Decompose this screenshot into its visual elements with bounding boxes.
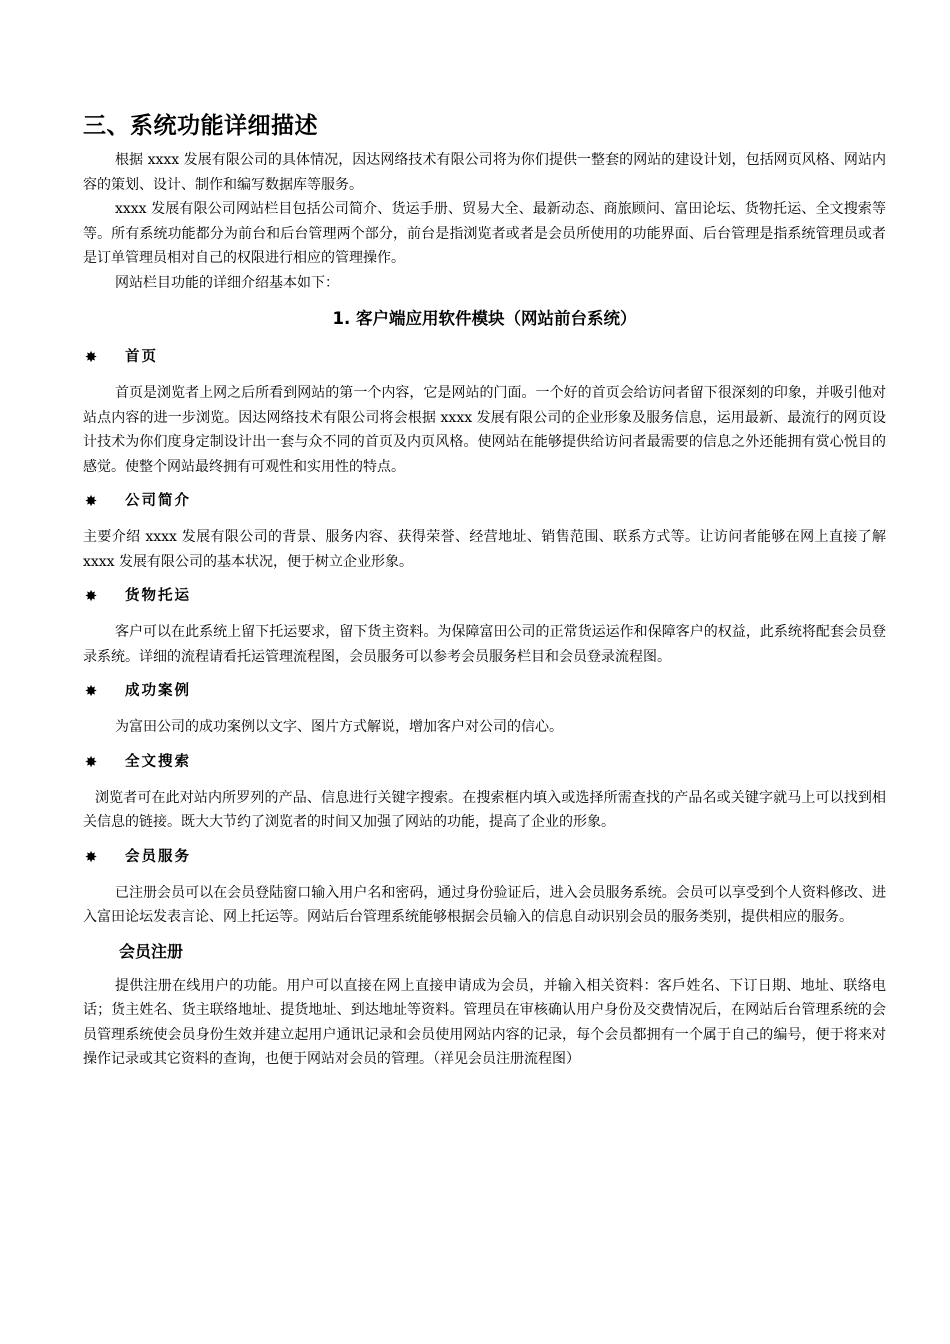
- item-heading-freight: [83, 584, 886, 608]
- item-heading-member-service: [83, 845, 886, 869]
- star-bullet-icon: ✸: [84, 587, 98, 605]
- subsection-title: 1. 客户端应用软件模块（网站前台系统）: [332, 309, 637, 328]
- item-title: 公司简介: [125, 493, 191, 509]
- item-title: 货物托运: [125, 588, 191, 604]
- star-bullet-icon: ✸: [84, 752, 98, 771]
- item-heading-search: [83, 750, 886, 774]
- star-bullet-icon: ✸: [84, 847, 98, 866]
- item-title: 会员服务: [125, 848, 191, 865]
- registration-body: 提供注册在线用户的功能。用户可以直接在网上直接申请成为会员，并输入相关资料：客戶姓名、下订日期、地址、联络电话；货主姓名、货主联络地址、提货地址、到达地址等资料。管理员在审核确认用户身份及交费情况后，在网站后台管理系统的会员管理系统使会员身份生效并建立起用户通讯记录和会员使用网站内容的记录，每个会员都拥有一个属于自己的编号，便于将来对操作记录或其它资料的查询，也便于网站对会员的管理。（祥见会员注册流程图）: [83, 977, 886, 1067]
- item-body-company-profile: 主要介绍 xxxx 发展有限公司的背景、服务内容、获得荣誉、经营地址、销售范围、联系方式等。让访问者能够在网上直接了解 xxxx 发展有限公司的基本状况，便于树立企业形象。: [83, 529, 886, 570]
- item-body-homepage: 首页是浏览者上网之后所看到网站的第一个内容，它是网站的门面。一个好的首页会给访问者留下很深刻的印象，并吸引他对站点内容的进一步浏览。因达网络技术有限公司将会根据 xxxx 发展有限公司的企业形象及服务信息，运用最新、最流行的网页设计技术为你们度身定制设计出一套与众不同的首页及内页风格。使网站在能够提供给访问者最需要的信息之外还能拥有赏心悦目的感觉。使整个网站最终拥有可观性和实用性的特点。: [83, 385, 886, 475]
- item-body-search: 浏览者可在此对站内所罗列的产品、信息进行关键字搜索。在搜索框内填入或选择所需查找的产品名或关键字就马上可以找到相关信息的链接。既大大节约了浏览者的时间又加强了网站的功能，提高了企业的形象。: [83, 789, 886, 830]
- item-body-member-service: 已注册会员可以在会员登陆窗口输入用户名和密码，通过身份验证后，进入会员服务系统。会员可以享受到个人资料修改、进入富田论坛发表言论、网上托运等。网站后台管理系统能够根据会员输入的信息自动识别会员的服务类别，提供相应的服务。: [83, 884, 886, 925]
- star-bullet-icon: ✸: [84, 492, 98, 510]
- registration-heading: 会员注册: [119, 941, 184, 961]
- item-body-freight: 客户可以在此系统上留下托运要求，留下货主资料。为保障富田公司的正常货运运作和保障客户的权益，此系统将配套会员登录系统。详细的流程请看托运管理流程图，会员服务可以参考会员服务栏目和会员登录流程图。: [83, 624, 886, 665]
- intro-paragraph-3: 网站栏目功能的详细介绍基本如下：: [115, 274, 339, 291]
- item-heading-company-profile: [83, 489, 886, 513]
- item-title: 全文搜索: [125, 753, 191, 770]
- item-title: 首页: [125, 349, 158, 365]
- star-bullet-icon: ✸: [84, 348, 98, 366]
- item-title: 成功案例: [125, 683, 191, 699]
- intro-paragraph-1: 根据 xxxx 发展有限公司的具体情况，因达网络技术有限公司将为你们提供一整套的网站的建设计划，包括网页风格、网站内容的策划、设计、制作和编写数据库等服务。: [83, 152, 886, 193]
- intro-paragraph-2: xxxx 发展有限公司网站栏目包括公司简介、货运手册、贸易大全、最新动态、商旅顾问、富田论坛、货物托运、全文搜索等等。所有系统功能都分为前台和后台管理两个部分，前台是指浏览者或者是会员所使用的功能界面、后台管理是指系统管理员或者是订单管理员相对自己的权限进行相应的管理操作。: [83, 201, 886, 266]
- document-page: [83, 108, 886, 1072]
- item-body-cases: 为富田公司的成功案例以文字、图片方式解说，增加客户对公司的信心。: [115, 719, 563, 735]
- section-title: 三、系统功能详细描述: [83, 113, 318, 139]
- star-bullet-icon: ✸: [84, 682, 98, 700]
- item-heading-cases: [83, 679, 886, 703]
- item-heading-homepage: [83, 345, 886, 369]
